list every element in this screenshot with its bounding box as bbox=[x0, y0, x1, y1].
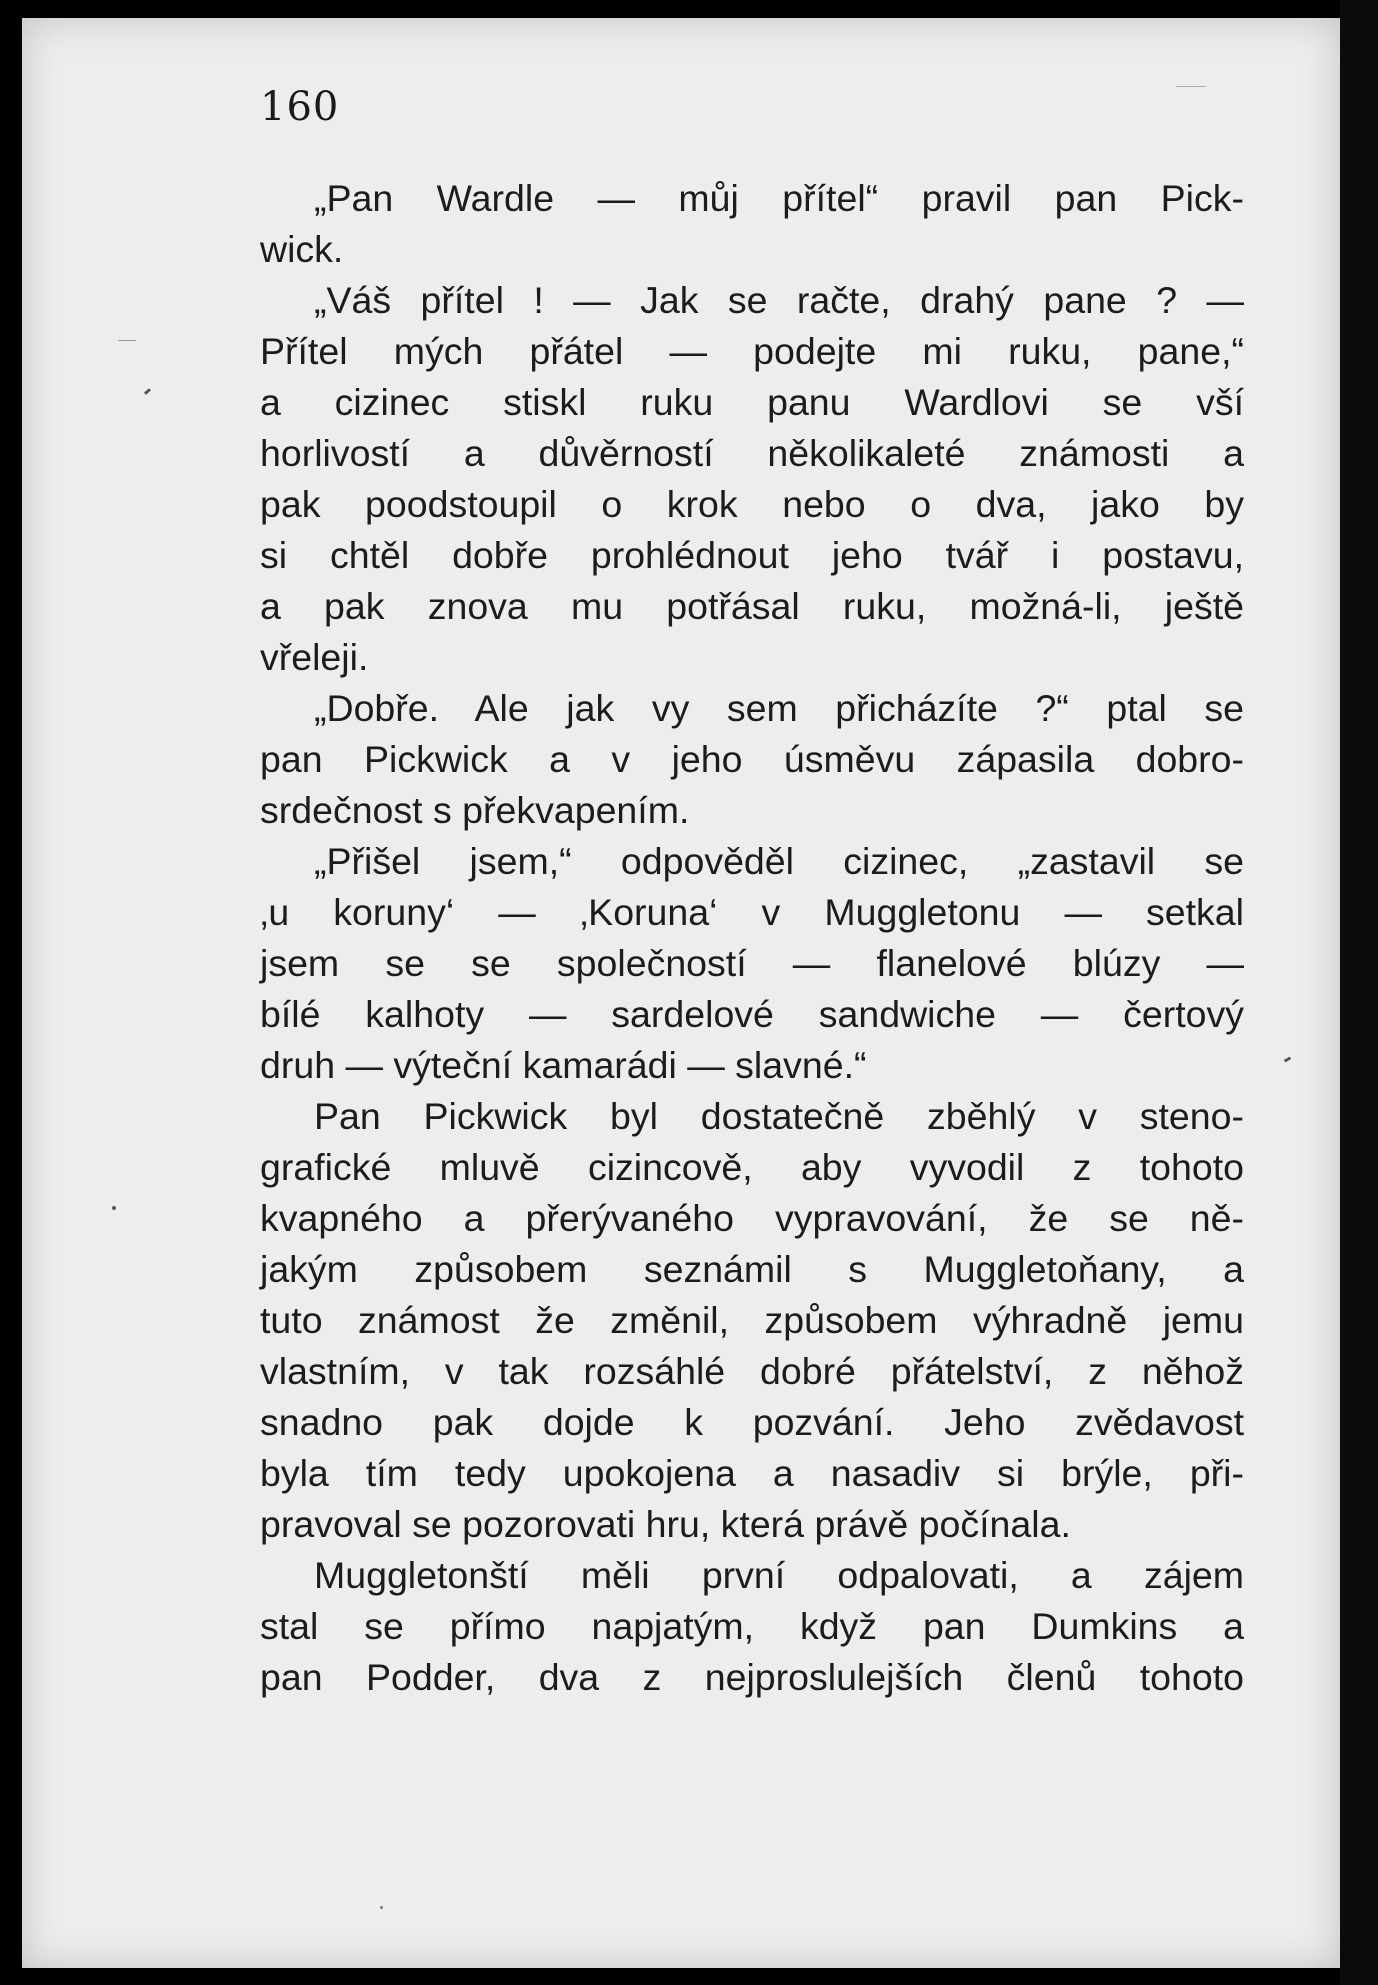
text-line: si chtěl dobře prohlédnout jeho tvář i postavu, bbox=[260, 534, 1244, 576]
scan-speck bbox=[118, 340, 136, 341]
text-line: srdečnost s překvapením. bbox=[260, 789, 690, 831]
text-line: druh — výteční kamarádi — slavné.“ bbox=[260, 1044, 867, 1086]
page-edge-shadow bbox=[1340, 0, 1378, 1985]
text-line: „Přišel jsem,“ odpověděl cizinec, „zastavil se bbox=[314, 840, 1244, 882]
text-line: jsem se se společností — flanelové blúzy — bbox=[260, 942, 1244, 984]
text-line: tuto známost že změnil, způsobem výhradně jemu bbox=[260, 1299, 1244, 1341]
paragraph bbox=[260, 275, 1244, 683]
text-line: a pak znova mu potřásal ruku, možná-li, ještě bbox=[260, 585, 1244, 627]
paragraph bbox=[260, 1550, 1244, 1703]
text-line: „Dobře. Ale jak vy sem přicházíte ?“ ptal se bbox=[314, 687, 1244, 729]
book-page bbox=[22, 18, 1340, 1968]
paragraph bbox=[260, 683, 1244, 836]
text-line: snadno pak dojde k pozvání. Jeho zvědavost bbox=[260, 1401, 1244, 1443]
scan-speck bbox=[144, 388, 151, 395]
text-line: grafické mluvě cizincově, aby vyvodil z tohoto bbox=[260, 1146, 1244, 1188]
text-line: pan Podder, dva z nejproslulejších členů tohoto bbox=[260, 1656, 1244, 1698]
text-line: byla tím tedy upokojena a nasadiv si brýle, při- bbox=[260, 1452, 1244, 1494]
text-line: kvapného a přerývaného vypravování, že se ně- bbox=[260, 1197, 1244, 1239]
scan-speck bbox=[112, 1206, 116, 1210]
text-line: pan Pickwick a v jeho úsměvu zápasila dobro- bbox=[260, 738, 1244, 780]
text-line: Přítel mých přátel — podejte mi ruku, pane,“ bbox=[260, 330, 1244, 372]
text-line: pravoval se pozorovati hru, která právě počínala. bbox=[260, 1503, 1071, 1545]
page-number: 160 bbox=[260, 84, 340, 130]
paragraph bbox=[260, 836, 1244, 1091]
text-line: ‚u koruny‘ — ‚Koruna‘ v Muggletonu — setkal bbox=[260, 891, 1244, 933]
text-line: Pan Pickwick byl dostatečně zběhlý v steno- bbox=[314, 1095, 1244, 1137]
scan-speck bbox=[1176, 86, 1206, 87]
text-line: vlastním, v tak rozsáhlé dobré přátelství, z něhož bbox=[260, 1350, 1244, 1392]
paragraph bbox=[260, 173, 1244, 275]
text-line: horlivostí a důvěrností několikaleté známosti a bbox=[260, 432, 1244, 474]
text-line: Muggletonští měli první odpalovati, a zájem bbox=[314, 1554, 1244, 1596]
scan-speck bbox=[380, 1906, 383, 1909]
text-line: „Váš přítel ! — Jak se račte, drahý pane ? — bbox=[314, 279, 1244, 321]
text-line: a cizinec stiskl ruku panu Wardlovi se vší bbox=[260, 381, 1244, 423]
text-line: jakým způsobem seznámil s Muggletoňany, a bbox=[260, 1248, 1244, 1290]
text-line: wick. bbox=[260, 228, 344, 270]
text-line: „Pan Wardle — můj přítel“ pravil pan Pick- bbox=[314, 177, 1244, 219]
paragraph bbox=[260, 1091, 1244, 1550]
text-line: stal se přímo napjatým, když pan Dumkins a bbox=[260, 1605, 1244, 1647]
scan-speck bbox=[1284, 1056, 1292, 1062]
text-line: pak poodstoupil o krok nebo o dva, jako by bbox=[260, 483, 1244, 525]
body-text bbox=[260, 173, 1244, 1703]
text-line: bílé kalhoty — sardelové sandwiche — čertový bbox=[260, 993, 1244, 1035]
text-line: vřeleji. bbox=[260, 636, 369, 678]
